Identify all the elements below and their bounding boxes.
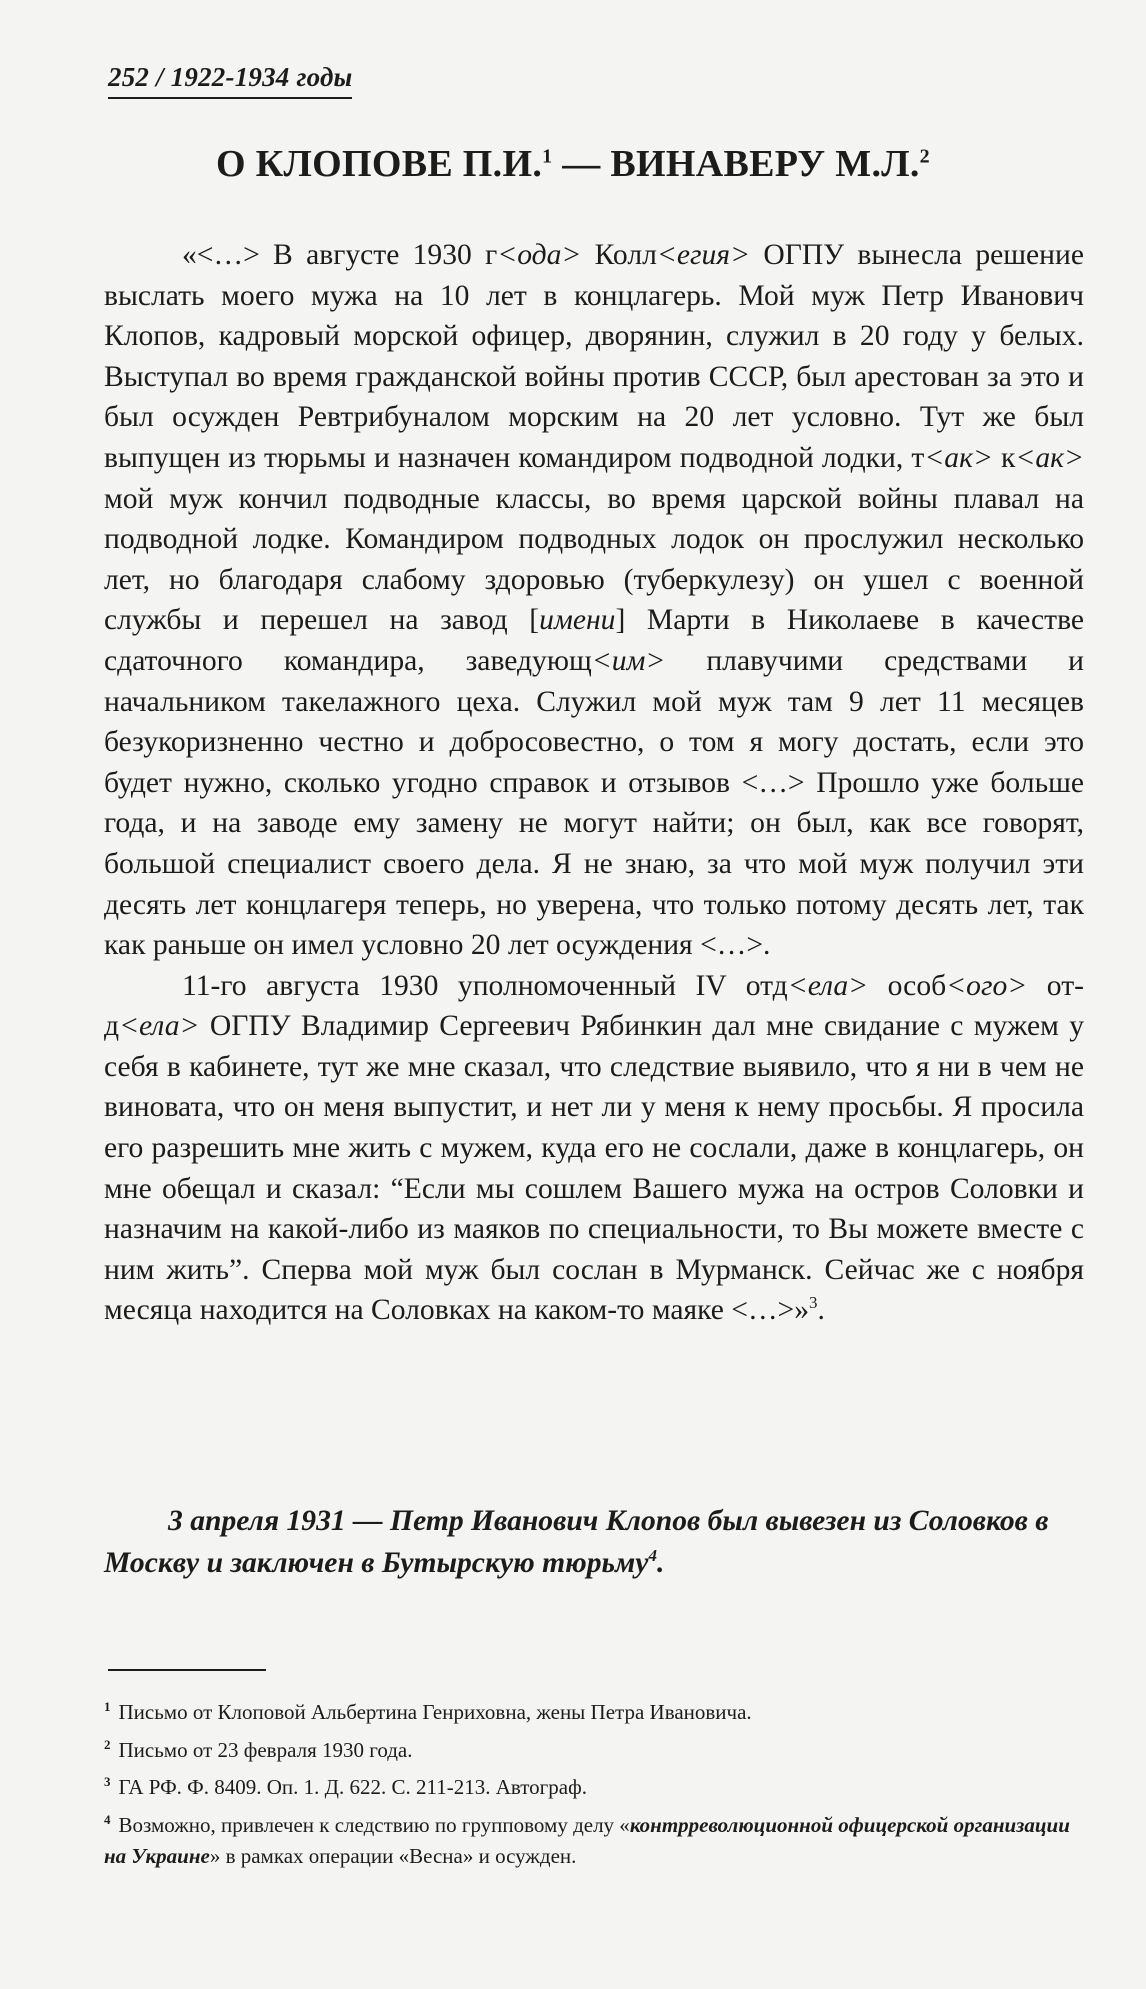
footnote-2: [104, 1729, 1094, 1767]
editorial-insertion: <ак>: [1015, 441, 1084, 474]
title-part1: О КЛОПОВЕ П.И.: [216, 143, 543, 185]
paragraph-1: [104, 235, 1084, 966]
editorial-insertion: <ого>: [946, 969, 1028, 1002]
editorial-insertion: <егия>: [656, 239, 751, 271]
footnote-ref-4[interactable]: 4: [648, 1546, 657, 1566]
page-title: [100, 142, 1046, 186]
editorial-insertion: <ела>: [119, 1010, 200, 1043]
footnote-3: [104, 1766, 1094, 1804]
text-run: Колл: [581, 239, 657, 271]
text-run: ОГПУ Владимир Сергеевич Рябинкин дал мне свидание с мужем у себя в кабинете, тут же мне сказал, что следствие выявило, что я ни в чем не виновата, что он меня выпустит, и нет ли у меня к нему просьбы. Я просила его разрешить мне жить с мужем, куда его не сослали, даже в концлагерь, он мне обещал и сказал: “Если мы сошлем Вашего мужа на остров Соловки и назначим на какой-либо из маяков по специальности, то Вы можете вместе с ним жить”. Сперва мой муж был сослан в Мурманск. Сейчас же с ноября месяца находится на Соловках на каком-то маяке <…>»: [104, 1010, 1084, 1327]
footnote-text: » в рамках операции «Весна» и осужден.: [209, 1844, 577, 1868]
note-text: 3 апреля 1931 — Петр Иванович Клопов был вывезен из Соловков в Москву и заключен в Бутырскую тюрьму: [104, 1505, 1049, 1579]
editorial-insertion: <ела>: [787, 969, 869, 1002]
footnote-divider: [108, 1669, 266, 1671]
paragraph-2: [104, 966, 1084, 1331]
note-end: .: [656, 1547, 665, 1579]
title-separator: — ВИНАВЕРУ М.Л.: [552, 143, 920, 185]
text-run: .: [817, 1294, 825, 1327]
footnote-text: ГА РФ. Ф. 8409. Оп. 1. Д. 622. С. 211-213. Автограф.: [118, 1775, 587, 1799]
text-run: к: [992, 441, 1016, 474]
editorial-note: [104, 1500, 1084, 1584]
footnote-text: Письмо от Клоповой Альбертина Генриховна, жены Петра Ивановича.: [118, 1700, 752, 1724]
text-run: отд: [104, 969, 1084, 1043]
footnote-number: 1: [104, 1699, 111, 1714]
text-run: особ: [868, 969, 947, 1002]
editorial-insertion: <ак>: [924, 441, 993, 474]
text-run: ] Марти в Николаеве в качестве сдаточного командира, заведующ: [104, 604, 1084, 677]
running-head: 252 / 1922-1934 годы: [108, 62, 352, 99]
footnote-text: Возможно, привлечен к следствию по групповому делу «: [118, 1812, 630, 1837]
footnote-number: 4: [104, 1811, 111, 1827]
footnote-number: 3: [104, 1774, 111, 1789]
text-run: плавучими средствами и начальником такелажного цеха. Служил мой муж там 9 лет 11 месяцев безукоризненно честно и добросовестно, о том я могу достать, если это будет нужно, сколько угодно справок и отзывов <…> Прошло уже больше года, и на заводе ему замену не могут найти; он был, как все говорят, большой специалист своего дела. Я не знаю, за что мой муж получил эти десять лет концлагеря теперь, но уверена, что только потому десять лет, так как раньше он имел условно 20 лет осуждения <…>.: [104, 644, 1084, 962]
footnote-ref-3[interactable]: 3: [809, 1293, 818, 1313]
text-run: «<…> В августе 1930 г: [182, 239, 498, 271]
footnote-4: [104, 1804, 1094, 1873]
title-footnote-ref-2[interactable]: 2: [919, 145, 930, 168]
editorial-insertion: <ода>: [497, 239, 582, 271]
footnotes: [104, 1691, 1094, 1873]
footnote-italic: контрреволюционной офицерской организации на Украине: [104, 1812, 1070, 1868]
text-run: мой муж кончил подводные классы, во время царской войны плавал на подводной лодке. Командиром подводных лодок он прослужил несколько лет, но благодаря слабому здоровью (туберкулезу) он ушел с военной службы и перешел на завод [: [104, 482, 1084, 637]
letter-body: [104, 235, 1084, 1331]
title-footnote-ref-1[interactable]: 1: [542, 145, 553, 168]
editorial-insertion: имени: [539, 604, 616, 637]
text-run: ОГПУ вынесла решение выслать моего мужа на 10 лет в концлагерь. Мой муж Петр Иванович Клопов, кадровый морской офицер, дворянин, служил в 20 году у белых. Выступал во время гражданской войны против СССР, был арестован за это и был осужден Ревтрибуналом морским на 20 лет условно. Тут же был выпущен из тюрьмы и назначен командиром подводной лодки, т: [104, 239, 1084, 474]
text-run: 11-го августа 1930 уполномоченный IV отд: [182, 969, 788, 1002]
footnote-number: 2: [104, 1736, 111, 1752]
footnote-text: Письмо от 23 февраля 1930 года.: [118, 1737, 413, 1762]
editorial-insertion: <им>: [591, 644, 666, 677]
footnote-1: [104, 1691, 1094, 1729]
